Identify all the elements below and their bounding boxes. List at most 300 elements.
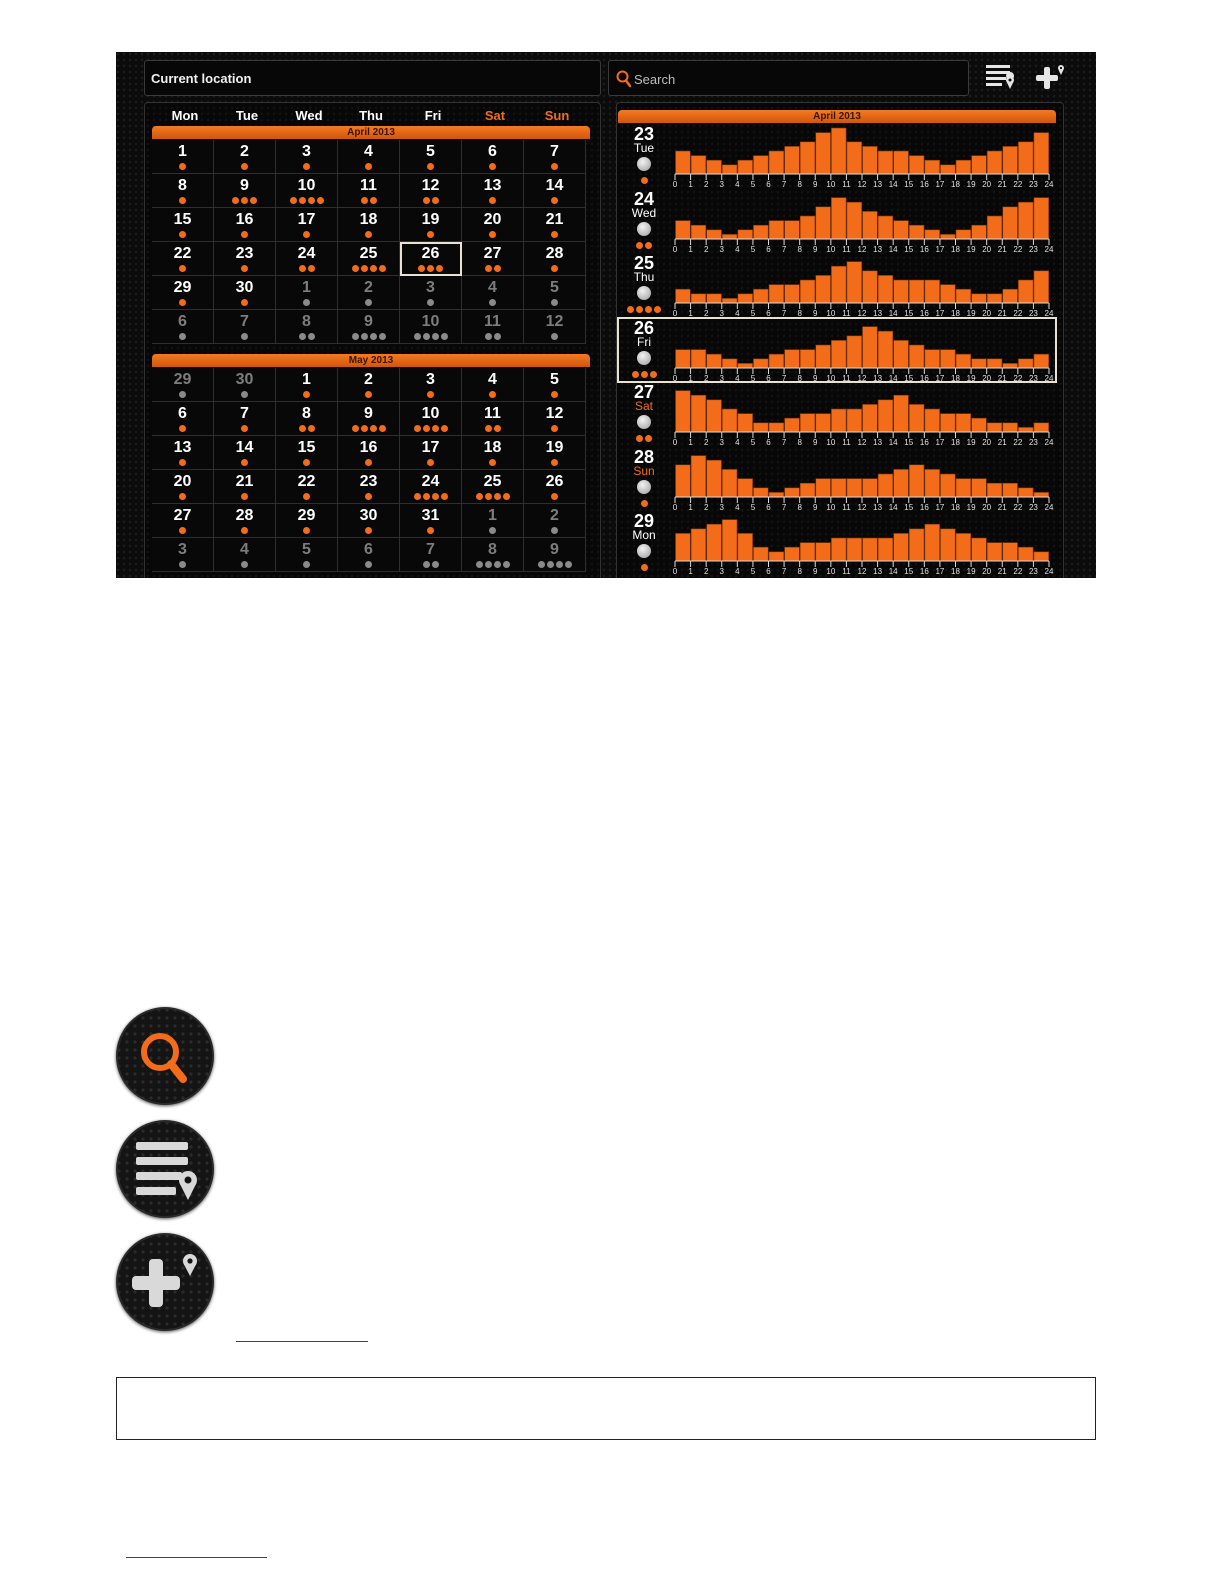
day-forecast-row[interactable] — [618, 124, 1056, 188]
hour-bar — [722, 298, 737, 303]
event-dot — [352, 425, 359, 432]
day-number: 4 — [240, 541, 249, 558]
x-tick-label: 7 — [781, 438, 787, 446]
hour-bar — [722, 358, 737, 367]
calendar-day[interactable] — [338, 276, 400, 310]
calendar-day[interactable] — [214, 276, 276, 310]
x-tick-label: 21 — [997, 438, 1007, 446]
calendar-day[interactable] — [338, 140, 400, 174]
x-tick-label: 2 — [703, 502, 709, 511]
event-dot — [494, 561, 501, 568]
event-dot — [299, 197, 306, 204]
hour-bar — [1003, 206, 1018, 238]
weekday-label: Thu — [359, 108, 383, 123]
calendar-day[interactable] — [338, 538, 400, 572]
calendar-day[interactable] — [276, 174, 338, 208]
hour-bar — [1003, 423, 1018, 432]
event-dots — [618, 434, 670, 442]
weekday-label: Sun — [544, 108, 570, 123]
x-tick-label: 17 — [935, 567, 945, 575]
calendar-day[interactable] — [462, 368, 524, 402]
x-tick-label: 9 — [813, 309, 818, 317]
calendar-day[interactable] — [338, 504, 400, 538]
event-dot — [427, 391, 434, 398]
link-underline-bottom[interactable] — [126, 1557, 267, 1558]
calendar-day[interactable] — [338, 436, 400, 470]
location-list-icon — [980, 60, 1020, 96]
event-dot — [641, 564, 648, 571]
event-dots — [400, 299, 461, 306]
event-dot — [551, 425, 558, 432]
x-tick-label: 22 — [1013, 244, 1023, 253]
x-tick-label: 4 — [735, 502, 740, 511]
event-dot — [476, 493, 483, 500]
x-tick-label: 8 — [797, 244, 802, 253]
event-dots — [276, 493, 337, 500]
event-dot — [179, 299, 186, 306]
event-dots — [618, 305, 670, 313]
hour-bar — [738, 160, 753, 174]
calendar-day[interactable] — [462, 436, 524, 470]
event-dot — [427, 459, 434, 466]
event-dot — [303, 391, 310, 398]
event-dots — [400, 197, 461, 204]
event-dots — [338, 333, 399, 340]
event-dot — [241, 493, 248, 500]
calendar-day[interactable] — [152, 276, 214, 310]
day-number: 13 — [173, 439, 192, 456]
event-dots — [152, 527, 213, 534]
event-dots — [462, 527, 523, 534]
calendar-day[interactable] — [276, 368, 338, 402]
event-dot — [299, 265, 306, 272]
event-dots — [524, 425, 585, 432]
calendar-day[interactable] — [276, 538, 338, 572]
calendar-day[interactable] — [462, 504, 524, 538]
calendar-day[interactable] — [276, 470, 338, 504]
calendar-day[interactable] — [524, 276, 586, 310]
event-dot — [361, 197, 368, 204]
x-tick-label: 10 — [826, 502, 836, 511]
x-tick-label: 18 — [951, 373, 960, 382]
event-dot — [241, 197, 248, 204]
event-dots — [338, 493, 399, 500]
day-number: 22 — [297, 473, 316, 490]
x-tick-label: 17 — [935, 180, 945, 188]
hour-bar — [831, 197, 846, 238]
x-tick-label: 19 — [966, 438, 976, 446]
hour-bar — [800, 543, 815, 561]
location-list-button[interactable] — [980, 60, 1020, 96]
day-number: 30 — [235, 371, 254, 388]
day-number: 3 — [426, 279, 435, 296]
calendar-day[interactable] — [276, 436, 338, 470]
x-tick-label: 19 — [966, 244, 976, 253]
hour-bar — [1034, 354, 1049, 368]
calendar-day[interactable] — [400, 140, 462, 174]
x-tick-label: 12 — [857, 180, 867, 188]
month-header: May 2013 — [152, 354, 590, 367]
day-number: 7 — [240, 405, 249, 422]
x-tick-label: 3 — [719, 438, 724, 446]
event-dots — [276, 299, 337, 306]
x-tick-label: 18 — [951, 244, 960, 253]
calendar-day[interactable] — [152, 402, 214, 436]
calendar-day[interactable] — [462, 310, 524, 344]
calendar-day[interactable] — [462, 242, 524, 276]
event-dot — [179, 197, 186, 204]
hour-bar — [800, 483, 815, 497]
calendar-day[interactable] — [400, 310, 462, 344]
hour-bar — [972, 538, 987, 561]
calendar-day[interactable] — [524, 504, 586, 538]
calendar-day[interactable] — [214, 242, 276, 276]
event-dots — [618, 176, 670, 184]
calendar-day[interactable] — [152, 538, 214, 572]
event-dots — [462, 459, 523, 466]
calendar-day[interactable] — [400, 242, 462, 276]
calendar-day[interactable] — [524, 242, 586, 276]
calendar-day[interactable] — [524, 436, 586, 470]
day-number: 2 — [550, 507, 559, 524]
moon-phase-icon — [637, 286, 651, 300]
day-number: 7 — [550, 143, 559, 160]
weekday-label: Fri — [424, 108, 442, 123]
calendar-day[interactable] — [276, 504, 338, 538]
hour-bar — [894, 533, 909, 561]
day-forecast-row[interactable] — [618, 318, 1056, 382]
calendar-day[interactable] — [524, 208, 586, 242]
x-tick-label: 14 — [888, 567, 898, 575]
hour-bar — [800, 414, 815, 432]
moon-phase-icon — [637, 157, 651, 171]
x-tick-label: 17 — [935, 373, 945, 382]
x-tick-label: 16 — [919, 309, 929, 317]
event-dot — [241, 265, 248, 272]
event-dots — [618, 370, 670, 378]
x-tick-label: 4 — [735, 309, 740, 317]
x-tick-label: 13 — [873, 244, 883, 253]
x-tick-label: 8 — [797, 309, 802, 317]
event-dot — [485, 265, 492, 272]
day-forecast-row[interactable] — [618, 511, 1056, 575]
calendar-day[interactable] — [276, 402, 338, 436]
x-tick-label: 15 — [904, 180, 914, 188]
day-number: 1 — [302, 279, 311, 296]
hour-bar — [878, 400, 893, 432]
location-list-button-large[interactable] — [116, 1120, 214, 1218]
calendar-day[interactable] — [338, 470, 400, 504]
hour-bar — [691, 455, 706, 496]
hour-bar — [925, 229, 940, 238]
calendar-day[interactable] — [462, 140, 524, 174]
calendar-day[interactable] — [214, 538, 276, 572]
x-tick-label: 4 — [735, 180, 740, 188]
event-dot — [489, 459, 496, 466]
calendar-day[interactable] — [214, 436, 276, 470]
calendar-day[interactable] — [524, 470, 586, 504]
event-dot — [418, 265, 425, 272]
calendar-day[interactable] — [462, 276, 524, 310]
calendar-day[interactable] — [152, 436, 214, 470]
calendar-day[interactable] — [400, 402, 462, 436]
hour-bar — [863, 478, 878, 496]
event-dots — [276, 459, 337, 466]
x-tick-label: 20 — [982, 180, 992, 188]
hour-bar — [816, 206, 831, 238]
event-dots — [214, 391, 275, 398]
hour-bar — [738, 478, 753, 496]
calendar-day[interactable] — [524, 402, 586, 436]
calendar-day[interactable] — [338, 402, 400, 436]
calendar-day[interactable] — [524, 174, 586, 208]
search-field[interactable] — [608, 60, 969, 96]
event-dots — [338, 561, 399, 568]
hour-bar — [676, 289, 691, 303]
day-number: 22 — [173, 245, 192, 262]
hour-bar — [940, 474, 955, 497]
calendar-day[interactable] — [462, 208, 524, 242]
day-number: 28 — [633, 446, 655, 467]
day-number: 1 — [302, 371, 311, 388]
calendar-day[interactable] — [214, 310, 276, 344]
hour-bar — [785, 487, 800, 496]
calendar-day[interactable] — [276, 208, 338, 242]
calendar-day[interactable] — [462, 470, 524, 504]
event-dot — [427, 163, 434, 170]
day-number: 30 — [235, 279, 254, 296]
event-dots — [214, 333, 275, 340]
hourly-bar-chart — [671, 124, 1055, 188]
x-tick-label: 15 — [904, 309, 914, 317]
x-tick-label: 23 — [1028, 567, 1038, 575]
x-tick-label: 0 — [672, 438, 678, 446]
hour-bar — [909, 529, 924, 561]
hour-bar — [816, 478, 831, 496]
x-tick-label: 5 — [750, 373, 756, 382]
calendar-day[interactable] — [214, 174, 276, 208]
calendar-day[interactable] — [462, 174, 524, 208]
calendar-day[interactable] — [152, 504, 214, 538]
x-tick-label: 20 — [982, 567, 992, 575]
day-forecast-row[interactable] — [618, 253, 1056, 317]
calendar-day[interactable] — [152, 310, 214, 344]
x-tick-label: 23 — [1028, 438, 1038, 446]
x-tick-label: 11 — [842, 180, 851, 188]
hour-bar — [785, 146, 800, 174]
hour-bar — [894, 340, 909, 368]
current-location-field[interactable] — [144, 60, 601, 96]
day-forecast-row[interactable] — [618, 189, 1056, 253]
x-tick-label: 22 — [1013, 309, 1023, 317]
calendar-day[interactable] — [152, 242, 214, 276]
calendar-day[interactable] — [276, 242, 338, 276]
calendar-day[interactable] — [338, 242, 400, 276]
day-number: 14 — [235, 439, 254, 456]
event-dots — [152, 163, 213, 170]
calendar-day[interactable] — [338, 208, 400, 242]
day-forecast-row[interactable] — [618, 447, 1056, 511]
event-dots — [462, 197, 523, 204]
hour-bar — [769, 220, 784, 238]
event-dots — [524, 333, 585, 340]
hour-bar — [909, 280, 924, 303]
day-forecast-row[interactable] — [618, 382, 1056, 446]
event-dot — [303, 231, 310, 238]
calendar-day[interactable] — [276, 276, 338, 310]
day-number: 10 — [297, 177, 316, 194]
hour-bar — [909, 464, 924, 496]
hour-bar — [816, 414, 831, 432]
calendar-day[interactable] — [214, 208, 276, 242]
hour-bar — [1018, 202, 1033, 239]
hour-bar — [1003, 483, 1018, 497]
event-dots — [524, 527, 585, 534]
x-tick-label: 21 — [997, 373, 1007, 382]
x-tick-label: 21 — [997, 244, 1007, 253]
event-dot — [551, 527, 558, 534]
calendar-day[interactable] — [400, 436, 462, 470]
day-name: Sun — [633, 463, 655, 478]
x-tick-label: 2 — [703, 567, 709, 575]
calendar-day[interactable] — [462, 538, 524, 572]
x-tick-label: 5 — [750, 309, 756, 317]
event-dots — [524, 561, 585, 568]
calendar-day[interactable] — [400, 504, 462, 538]
day-number: 31 — [421, 507, 440, 524]
x-tick-label: 2 — [703, 373, 709, 382]
day-number: 29 — [633, 511, 655, 531]
add-location-button[interactable] — [1028, 60, 1068, 96]
x-tick-label: 15 — [904, 502, 914, 511]
hour-bar — [878, 216, 893, 239]
calendar-day[interactable] — [152, 470, 214, 504]
calendar-day[interactable] — [152, 140, 214, 174]
calendar-day[interactable] — [400, 276, 462, 310]
calendar-day[interactable] — [338, 368, 400, 402]
hour-bar — [987, 483, 1002, 497]
x-tick-label: 3 — [719, 567, 724, 575]
calendar-day[interactable] — [214, 470, 276, 504]
hour-bar — [1003, 289, 1018, 303]
day-number: 14 — [545, 177, 564, 194]
calendar-day[interactable] — [338, 174, 400, 208]
event-dot — [436, 265, 443, 272]
event-dots — [462, 333, 523, 340]
hour-bar — [972, 156, 987, 174]
event-dot — [427, 231, 434, 238]
calendar-day[interactable] — [276, 140, 338, 174]
add-location-icon — [116, 1233, 214, 1331]
event-dot — [303, 299, 310, 306]
x-tick-label: 5 — [750, 502, 756, 511]
calendar-day[interactable] — [152, 174, 214, 208]
event-dot — [538, 561, 545, 568]
link-underline[interactable] — [236, 1341, 368, 1342]
event-dots — [462, 265, 523, 272]
calendar-day[interactable] — [400, 470, 462, 504]
event-dots — [400, 391, 461, 398]
hour-bar — [676, 220, 691, 238]
event-dot — [427, 527, 434, 534]
search-button-large[interactable] — [116, 1007, 214, 1105]
hour-bar — [909, 225, 924, 239]
event-dot — [370, 333, 377, 340]
calendar-day[interactable] — [524, 140, 586, 174]
x-tick-label: 24 — [1044, 373, 1054, 382]
calendar-day[interactable] — [214, 402, 276, 436]
hour-bar — [1003, 363, 1018, 368]
x-tick-label: 12 — [857, 244, 867, 253]
hour-bar — [925, 349, 940, 367]
calendar-day[interactable] — [400, 538, 462, 572]
day-number: 25 — [483, 473, 502, 490]
x-tick-label: 14 — [888, 244, 898, 253]
calendar-day[interactable] — [214, 504, 276, 538]
day-number: 4 — [364, 143, 373, 160]
calendar-day[interactable] — [214, 368, 276, 402]
calendar-day[interactable] — [152, 208, 214, 242]
hour-bar — [738, 533, 753, 561]
hour-bar — [1018, 547, 1033, 561]
x-tick-label: 5 — [750, 438, 756, 446]
calendar-day[interactable] — [214, 140, 276, 174]
hour-bar — [753, 423, 768, 432]
x-tick-label: 6 — [766, 438, 771, 446]
calendar-day[interactable] — [524, 368, 586, 402]
event-dots — [152, 391, 213, 398]
day-number: 27 — [633, 382, 655, 402]
calendar-day[interactable] — [462, 402, 524, 436]
hour-bar — [831, 266, 846, 303]
x-tick-label: 1 — [688, 244, 693, 253]
calendar-day[interactable] — [400, 208, 462, 242]
day-number: 26 — [421, 245, 440, 262]
event-dot — [565, 561, 572, 568]
calendar-day[interactable] — [276, 310, 338, 344]
x-tick-label: 24 — [1044, 244, 1054, 253]
calendar-day[interactable] — [338, 310, 400, 344]
add-location-button-large[interactable] — [116, 1233, 214, 1331]
x-tick-label: 3 — [719, 180, 724, 188]
calendar-day[interactable] — [400, 368, 462, 402]
day-number: 19 — [545, 439, 564, 456]
event-dots — [462, 299, 523, 306]
hour-bar — [738, 229, 753, 238]
event-dot — [489, 299, 496, 306]
day-name: Thu — [633, 270, 655, 284]
x-tick-label: 21 — [997, 502, 1007, 511]
calendar-day[interactable] — [524, 310, 586, 344]
event-dot — [551, 231, 558, 238]
event-dot — [485, 561, 492, 568]
x-tick-label: 16 — [919, 180, 929, 188]
day-number: 29 — [297, 507, 316, 524]
calendar-day[interactable] — [524, 538, 586, 572]
x-tick-label: 7 — [781, 567, 787, 575]
day-number: 21 — [545, 211, 564, 228]
calendar-day[interactable] — [152, 368, 214, 402]
x-tick-label: 12 — [857, 373, 867, 382]
event-dots — [400, 561, 461, 568]
hourly-bar-chart — [671, 447, 1055, 511]
event-dot — [414, 425, 421, 432]
day-number: 21 — [235, 473, 254, 490]
hour-bar — [987, 151, 1002, 174]
event-dots — [338, 163, 399, 170]
hour-bar — [800, 280, 815, 303]
calendar-day[interactable] — [400, 174, 462, 208]
